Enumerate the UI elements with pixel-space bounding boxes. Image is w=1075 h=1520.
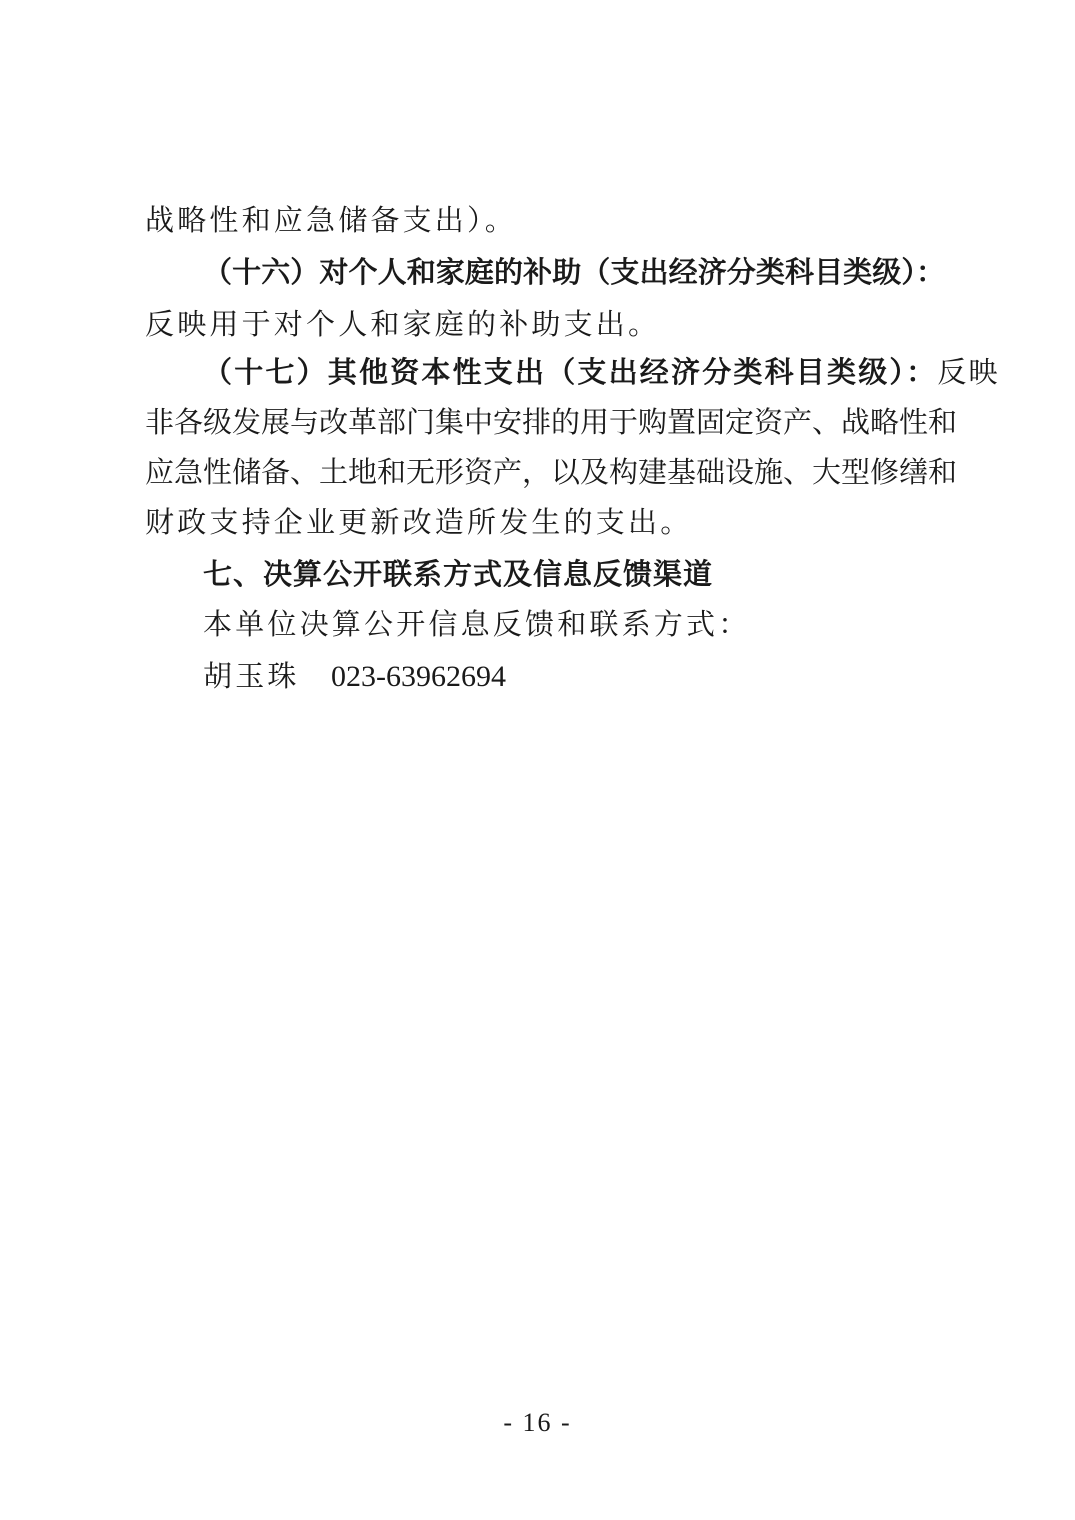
contact-phone: 023-63962694 [331, 660, 506, 693]
paragraph-16-line-2: 反映用于对个人和家庭的补助支出。 [145, 307, 661, 341]
paragraph-17-line-1 [203, 346, 1000, 398]
section-7-heading: 七、决算公开联系方式及信息反馈渠道 [203, 557, 714, 591]
paragraph-15-tail: 战略性和应急储备支出）。 [145, 203, 517, 237]
paragraph-17-line-1-rest: 反映 [937, 355, 1000, 389]
contact-line [203, 650, 945, 702]
paragraph-16-term: （十六）对个人和家庭的补助（支出经济分类科目类级）： [203, 255, 945, 289]
paragraph-17-line-4: 财政支持企业更新改造所发生的支出。 [145, 505, 693, 539]
paragraph-17-line-2: 非各级发展与改革部门集中安排的用于购置固定资产、战略性和 [145, 405, 958, 439]
page-number: - 16 - [503, 1408, 572, 1437]
paragraph-17-line-3: 应急性储备、土地和无形资产，以及构建基础设施、大型修缮和 [145, 455, 958, 489]
section-7-intro: 本单位决算公开信息反馈和联系方式： [203, 607, 751, 641]
paragraph-17-term: （十七）其他资本性支出（支出经济分类科目类级）： [203, 355, 938, 389]
paragraph-16-line-1 [203, 246, 945, 298]
contact-name: 胡玉珠 [203, 659, 300, 693]
